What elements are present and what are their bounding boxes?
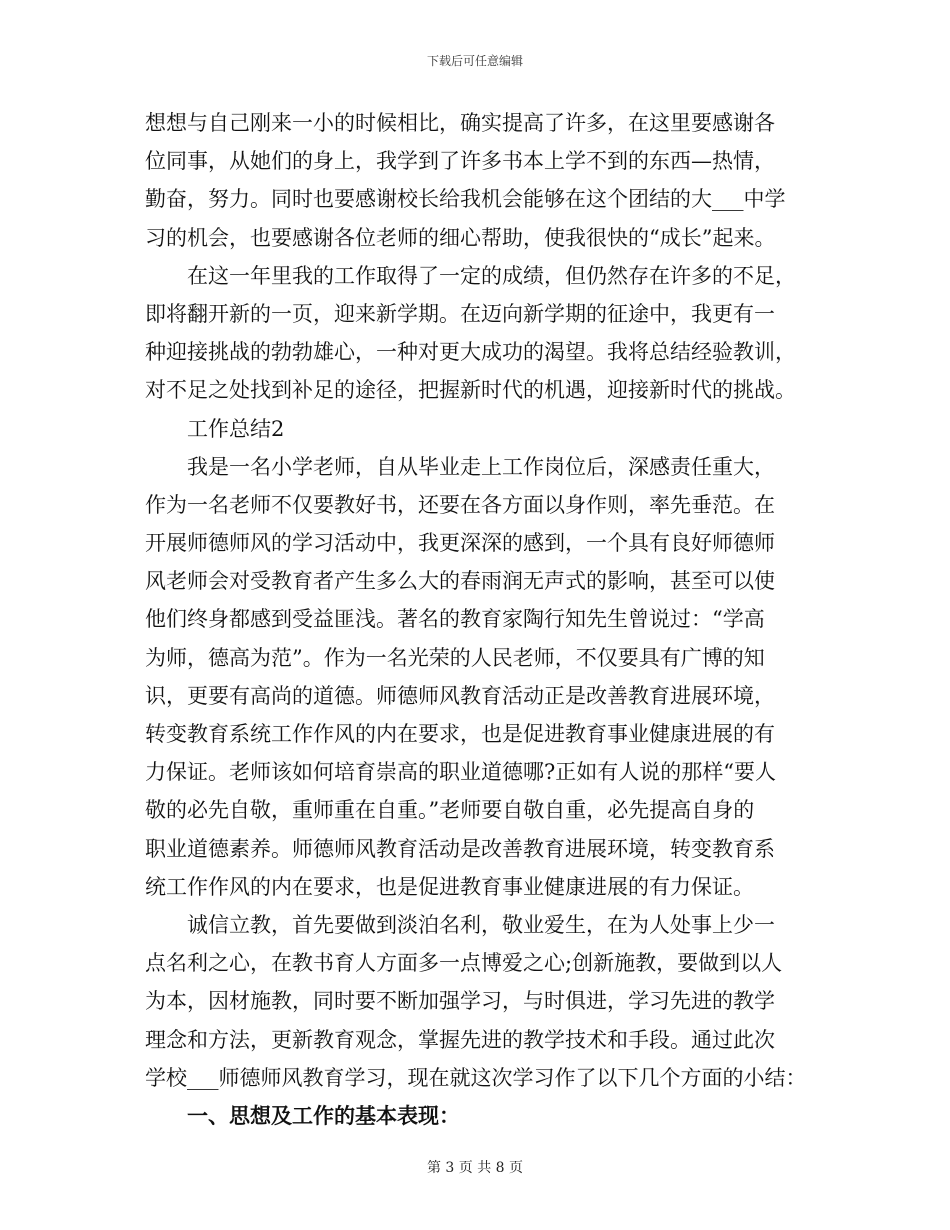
text-line: 识，更要有高尚的道德。师德师风教育活动正是改善教育进展环境，	[145, 683, 775, 708]
text-line: 点名利之心，在教书育人方面多一点博爱之心;创新施教，要做到以人	[145, 951, 783, 976]
text-line: 开展师德师风的学习活动中，我更深深的感到，一个具有良好师德师	[145, 531, 775, 556]
document-body	[145, 104, 805, 1135]
page-number-footer: 第 3 页 共 8 页	[426, 1160, 524, 1176]
text-line: 他们终身都感到受益匪浅。著名的教育家陶行知先生曾说过：“学高	[145, 607, 765, 632]
text-line: 统工作作风的内在要求，也是促进教育事业健康进展的有力保证。	[145, 874, 754, 899]
section-heading: 一、思想及工作的基本表现：	[187, 1103, 460, 1128]
text-line: 勤奋，努力。同时也要感谢校长给我机会能够在这个团结的大___中学	[145, 187, 786, 212]
text-line: 为师，德高为范”。作为一名光荣的人民老师，不仅要具有广博的知	[145, 645, 765, 670]
text-line: 风老师会对受教育者产生多么大的春雨润无声式的影响，甚至可以使	[145, 569, 775, 594]
text-line: 职业道德素养。师德师风教育活动是改善教育进展环境，转变教育系	[145, 836, 775, 861]
section-title: 工作总结2	[187, 416, 285, 441]
text-line: 力保证。老师该如何培育崇高的职业道德哪?正如有人说的那样“要人	[145, 760, 776, 785]
text-line: 习的机会，也要感谢各位老师的细心帮助，使我很快的“成长”起来。	[145, 225, 776, 250]
text-line: 即将翻开新的一页，迎来新学期。在迈向新学期的征途中，我更有一	[145, 301, 775, 326]
text-line: 作为一名老师不仅要教好书，还要在各方面以身作则，率先垂范。在	[145, 492, 775, 517]
page-header: 下载后可任意编辑	[426, 54, 523, 68]
text-line: 种迎接挑战的勃勃雄心，一种对更大成功的渴望。我将总结经验教训，	[145, 340, 796, 365]
text-line: 想想与自己刚来一小的时候相比，确实提高了许多，在这里要感谢各	[145, 111, 775, 135]
text-line: 诚信立教，首先要做到淡泊名利，敬业爱生，在为人处事上少一	[187, 912, 775, 937]
text-line: 为本，因材施教，同时要不断加强学习，与时俱进，学习先进的教学	[145, 989, 775, 1014]
text-line: 学校___师德师风教育学习，现在就这次学习作了以下几个方面的小结：	[145, 1065, 807, 1090]
text-line: 转变教育系统工作作风的内在要求，也是促进教育事业健康进展的有	[145, 722, 775, 746]
text-line: 理念和方法，更新教育观念，掌握先进的教学技术和手段。通过此次	[145, 1027, 775, 1052]
text-line: 位同事，从她们的身上，我学到了许多书本上学不到的东西—热情，	[145, 149, 775, 174]
text-line: 在这一年里我的工作取得了一定的成绩，但仍然存在许多的不足，	[187, 263, 796, 288]
text-line: 对不足之处找到补足的途径，把握新时代的机遇，迎接新时代的挑战。	[145, 378, 796, 403]
text-line: 敬的必先自敬，重师重在自重。”老师要自敬自重，必先提高自身的	[145, 798, 755, 823]
text-line: 我是一名小学老师，自从毕业走上工作岗位后，深感责任重大，	[187, 454, 775, 479]
